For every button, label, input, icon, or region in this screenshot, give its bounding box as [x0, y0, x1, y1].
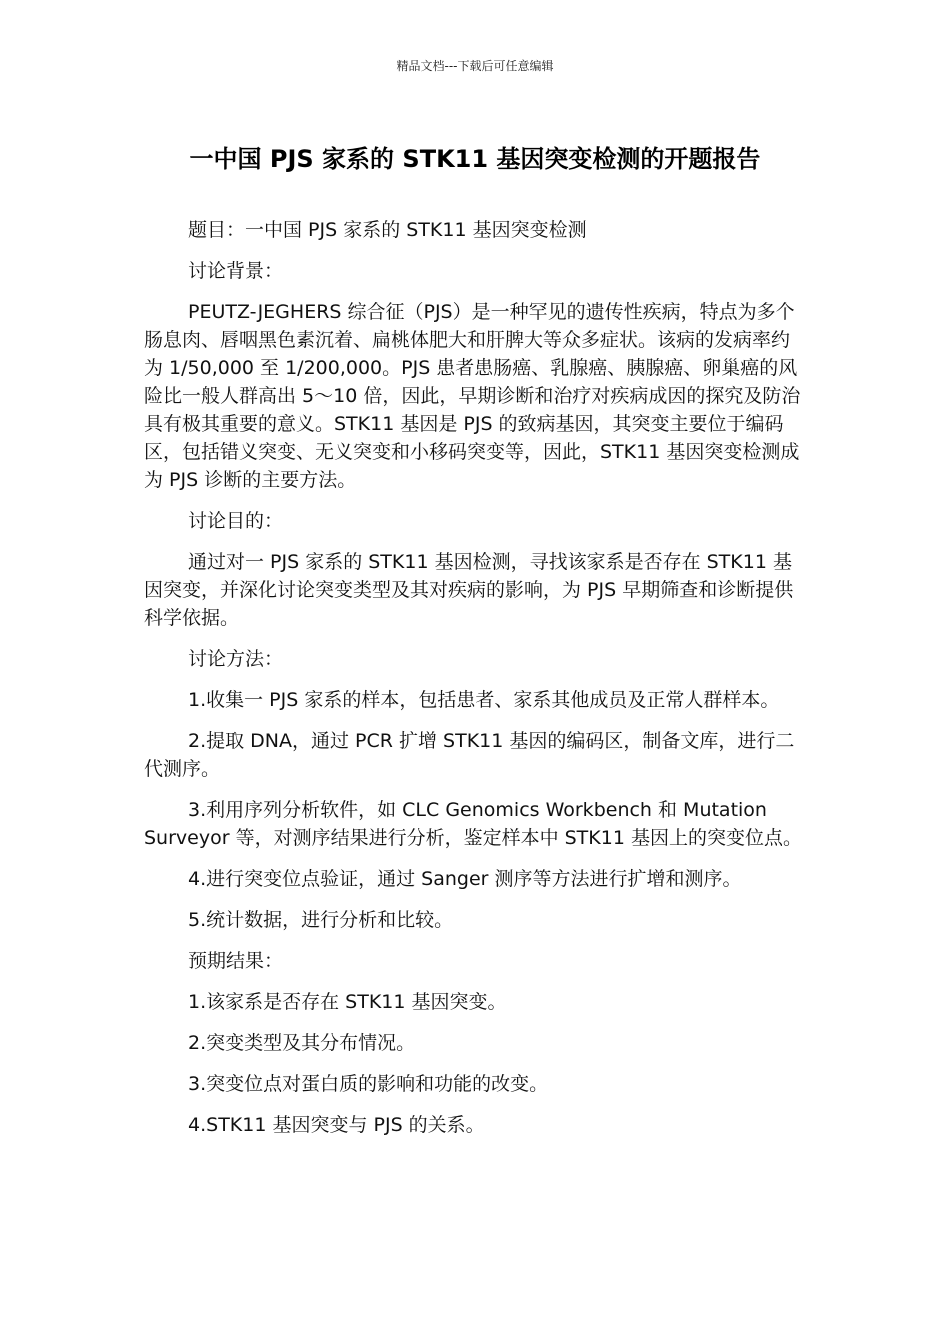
result-item: 4.STK11 基因突变与 PJS 的关系。: [188, 1114, 485, 1136]
section-heading-background: 讨论背景：: [188, 260, 284, 282]
result-item: 3.突变位点对蛋白质的影响和功能的改变。: [188, 1073, 549, 1095]
document-body: [144, 216, 808, 1152]
paragraph-topic: 题目：一中国 PJS 家系的 STK11 基因突变检测: [188, 219, 587, 241]
page-header: 精品文档---下载后可任意编辑: [396, 59, 554, 73]
result-item: 2.突变类型及其分布情况。: [188, 1032, 416, 1054]
paragraph-background: PEUTZ-JEGHERS 综合征（PJS）是一种罕见的遗传性疾病，特点为多个肠息肉、唇咽黑色素沉着、扁桃体肥大和肝脾大等众多症状。该病的发病率约为 1/50,000 至 1/200,000。PJS 患者患肠癌、乳腺癌、胰腺癌、卵巢癌的风险比一般人群高出 5～10 倍，因此，早期诊断和治疗对疾病成因的探究及防治具有极其重要的意义。STK11 基因是 PJS 的致病基因，其突变主要位于编码区，包括错义突变、无义突变和小移码突变等，因此，STK11 基因突变检测成为 PJS 诊断的主要方法。: [144, 301, 801, 491]
paragraph-purpose: 通过对一 PJS 家系的 STK11 基因检测，寻找该家系是否存在 STK11 基因突变，并深化讨论突变类型及其对疾病的影响，为 PJS 早期筛查和诊断提供科学依据。: [144, 551, 794, 629]
method-item: 3.利用序列分析软件，如 CLC Genomics Workbench 和 Mutation Surveyor 等，对测序结果进行分析，鉴定样本中 STK11 基因上的突变位点。: [144, 799, 802, 849]
method-item: 4.进行突变位点验证，通过 Sanger 测序等方法进行扩增和测序。: [188, 868, 742, 890]
section-heading-expected-results: 预期结果：: [188, 950, 284, 972]
result-item: 1.该家系是否存在 STK11 基因突变。: [188, 991, 507, 1013]
section-heading-methods: 讨论方法：: [188, 648, 284, 670]
section-heading-purpose: 讨论目的：: [188, 510, 284, 532]
document-title: 一中国 PJS 家系的 STK11 基因突变检测的开题报告: [189, 145, 761, 173]
method-item: 5.统计数据，进行分析和比较。: [188, 909, 454, 931]
method-item: 1.收集一 PJS 家系的样本，包括患者、家系其他成员及正常人群样本。: [188, 689, 780, 711]
method-item: 2.提取 DNA，通过 PCR 扩增 STK11 基因的编码区，制备文库，进行二代测序。: [144, 730, 795, 780]
